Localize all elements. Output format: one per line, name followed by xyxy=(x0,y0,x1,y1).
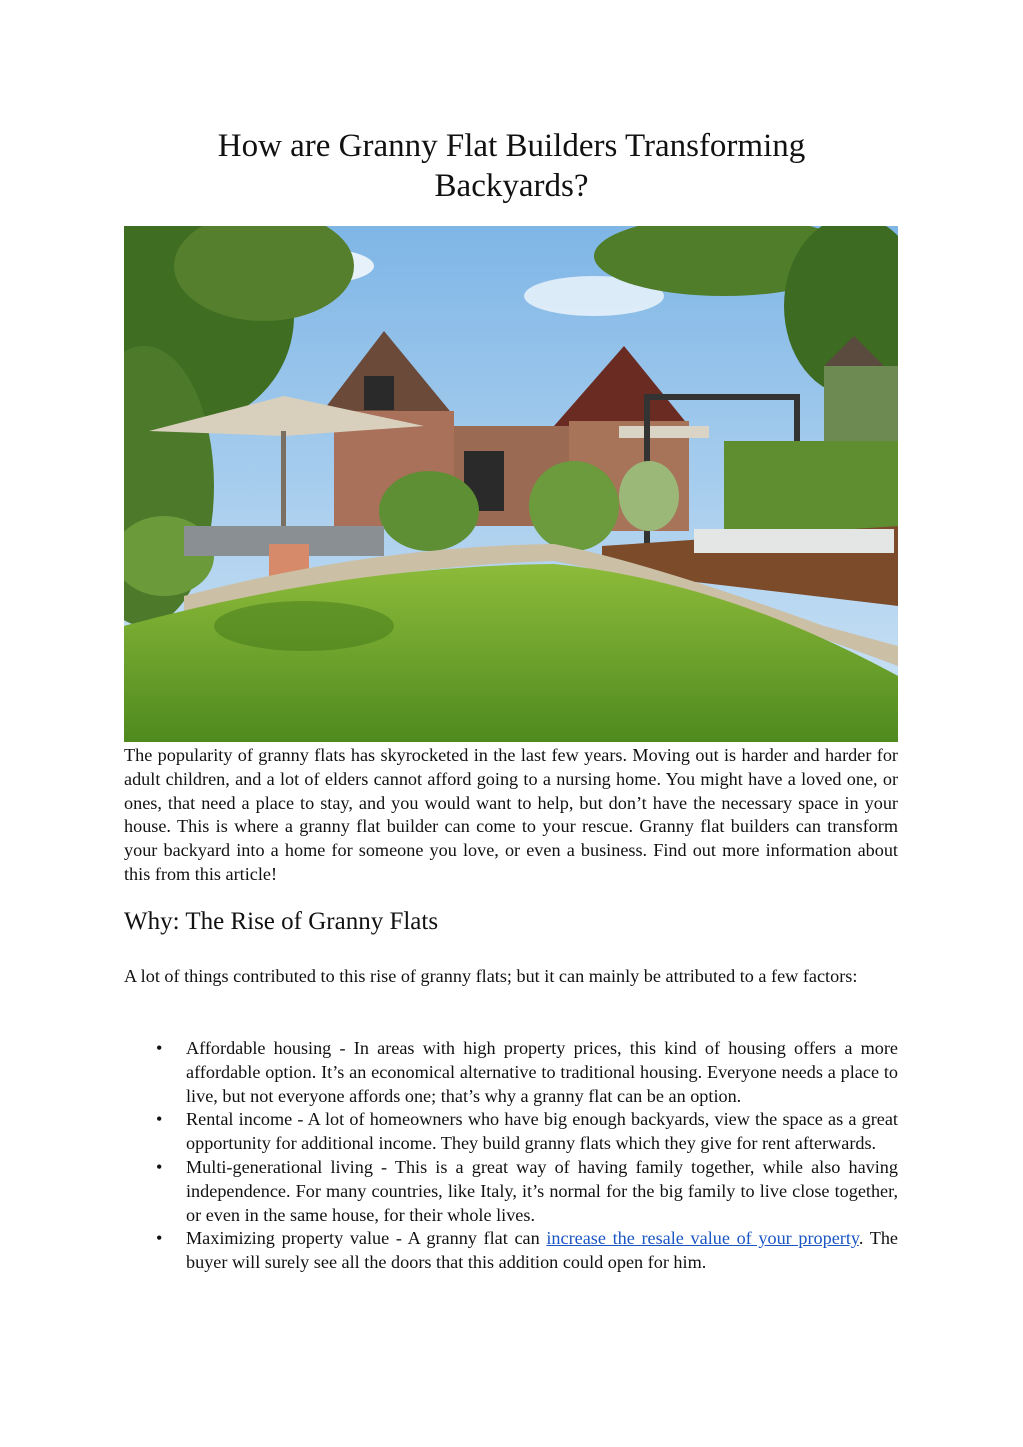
bullet-icon: • xyxy=(156,1156,163,1177)
list-item-text-after-link: . The buyer will surely see all the doors that this addition could open for him. xyxy=(186,1228,898,1273)
list-item-text: Multi-generational living - This is a great way of having family together, while also having independence. For many countries, like Italy, it’s normal for the big family to live close together, or even in the same house, for their whole lives. xyxy=(186,1156,898,1225)
bullet-icon: • xyxy=(156,1038,163,1058)
bullet-icon: • xyxy=(156,1109,163,1130)
backyard-granny-flat-photo xyxy=(124,226,898,742)
list-item xyxy=(124,1037,898,1108)
list-item-text-before-link: Maximizing property value - A granny flat can xyxy=(186,1228,547,1249)
intro-paragraph: The popularity of granny flats has skyrocketed in the last few years. Moving out is harder and harder for adult children, and a lot of elders cannot afford going to a nursing home. You might have a loved one, or ones, that need a place to stay, and you would want to help, but don’t have the necessary space in your house. This is where a granny flat builder can come to your rescue. Granny flat builders can transform your backyard into a home for someone you love, or even a business. Find out more information about this from this article! xyxy=(124,745,898,884)
page-title: How are Granny Flat Builders Transforming Backyards? xyxy=(217,128,806,204)
list-item-text: Affordable housing - In areas with high property prices, this kind of housing offers a more affordable option. It’s an economical alternative to traditional housing. Everyone needs a place to live, but not everyone affords one; that’s why a granny flat can be an option. xyxy=(186,1038,898,1106)
list-item xyxy=(124,1108,898,1156)
list-item xyxy=(124,1227,898,1275)
hero-image xyxy=(124,226,898,742)
bullet-icon: • xyxy=(156,1228,163,1249)
factors-list xyxy=(124,1037,898,1275)
list-item xyxy=(124,1156,898,1227)
section-intro-paragraph: A lot of things contributed to this rise of granny flats; but it can mainly be attributed to a few factors: xyxy=(124,966,858,986)
section-heading: Why: The Rise of Granny Flats xyxy=(124,908,439,935)
resale-value-link[interactable]: increase the resale value of your property xyxy=(546,1228,859,1249)
list-item-text: Rental income - A lot of homeowners who have big enough backyards, view the space as a great opportunity for additional income. They build granny flats which they give for rent afterwards. xyxy=(186,1109,898,1154)
